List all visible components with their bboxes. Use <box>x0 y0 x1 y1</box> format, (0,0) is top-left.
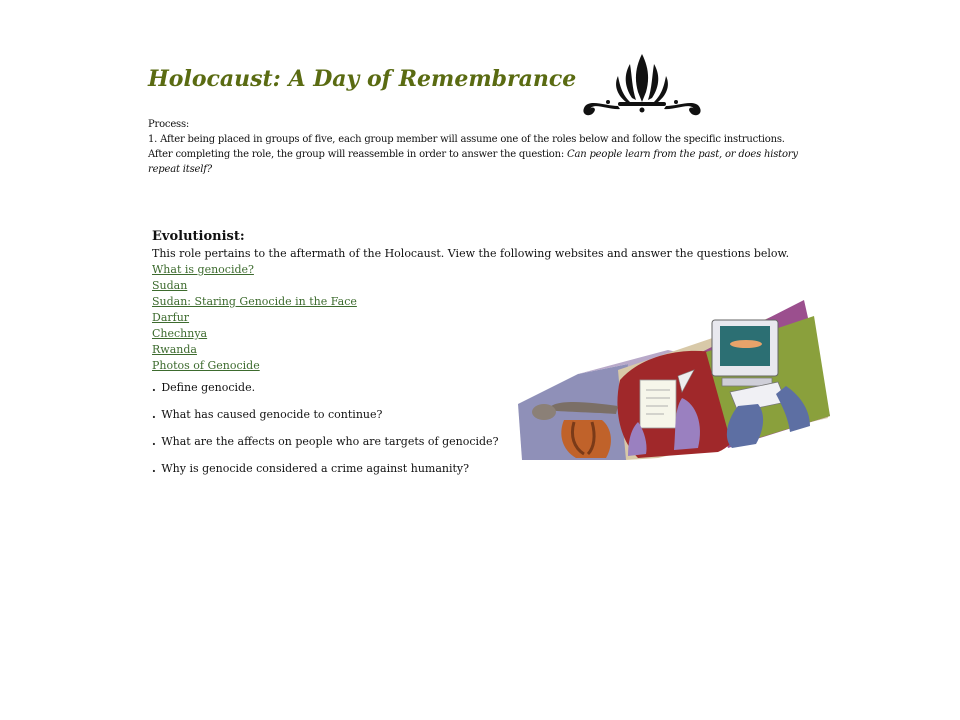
link-rwanda[interactable]: Rwanda <box>152 343 197 356</box>
list-item: . Why is genocide considered a crime against humanity? <box>152 462 470 475</box>
role-heading: Evolutionist: <box>152 229 245 244</box>
link-sudan[interactable]: Sudan <box>152 279 188 292</box>
link-sudan-staring-genocide[interactable]: Sudan: Staring Genocide in the Face <box>152 295 357 308</box>
page-title: Holocaust: A Day of Remembrance <box>148 66 577 92</box>
question-text: What has caused genocide to continue? <box>161 408 383 421</box>
link-photos-of-genocide[interactable]: Photos of Genocide <box>152 359 260 372</box>
process-question: Can people learn from the past, or does history repeat itself? <box>148 149 798 175</box>
list-item: . What has caused genocide to continue? <box>152 408 383 421</box>
role-description: This role pertains to the aftermath of the Holocaust. View the following websites and answer the questions below. <box>152 247 790 260</box>
question-text: What are the affects on people who are targets of genocide? <box>161 435 499 448</box>
list-item: . Define genocide. <box>152 381 256 394</box>
link-darfur[interactable]: Darfur <box>152 311 190 324</box>
process-label: Process: <box>148 119 190 130</box>
process-step-text: 1. After being placed in groups of five, each group member will assume one of the roles below and follow the specific instructions. After completing the role, the group will reassemble in order to answer the question: <box>148 134 785 160</box>
process-step <box>148 132 798 177</box>
list-item: . What are the affects on people who are targets of genocide? <box>152 435 499 448</box>
evolution-clipart <box>518 298 830 462</box>
question-text: Why is genocide considered a crime against humanity? <box>161 462 470 475</box>
link-chechnya[interactable]: Chechnya <box>152 327 208 340</box>
fleur-ornament-icon <box>578 52 706 118</box>
link-what-is-genocide[interactable]: What is genocide? <box>152 263 254 276</box>
question-text: Define genocide. <box>161 381 256 394</box>
process-section <box>148 117 798 177</box>
